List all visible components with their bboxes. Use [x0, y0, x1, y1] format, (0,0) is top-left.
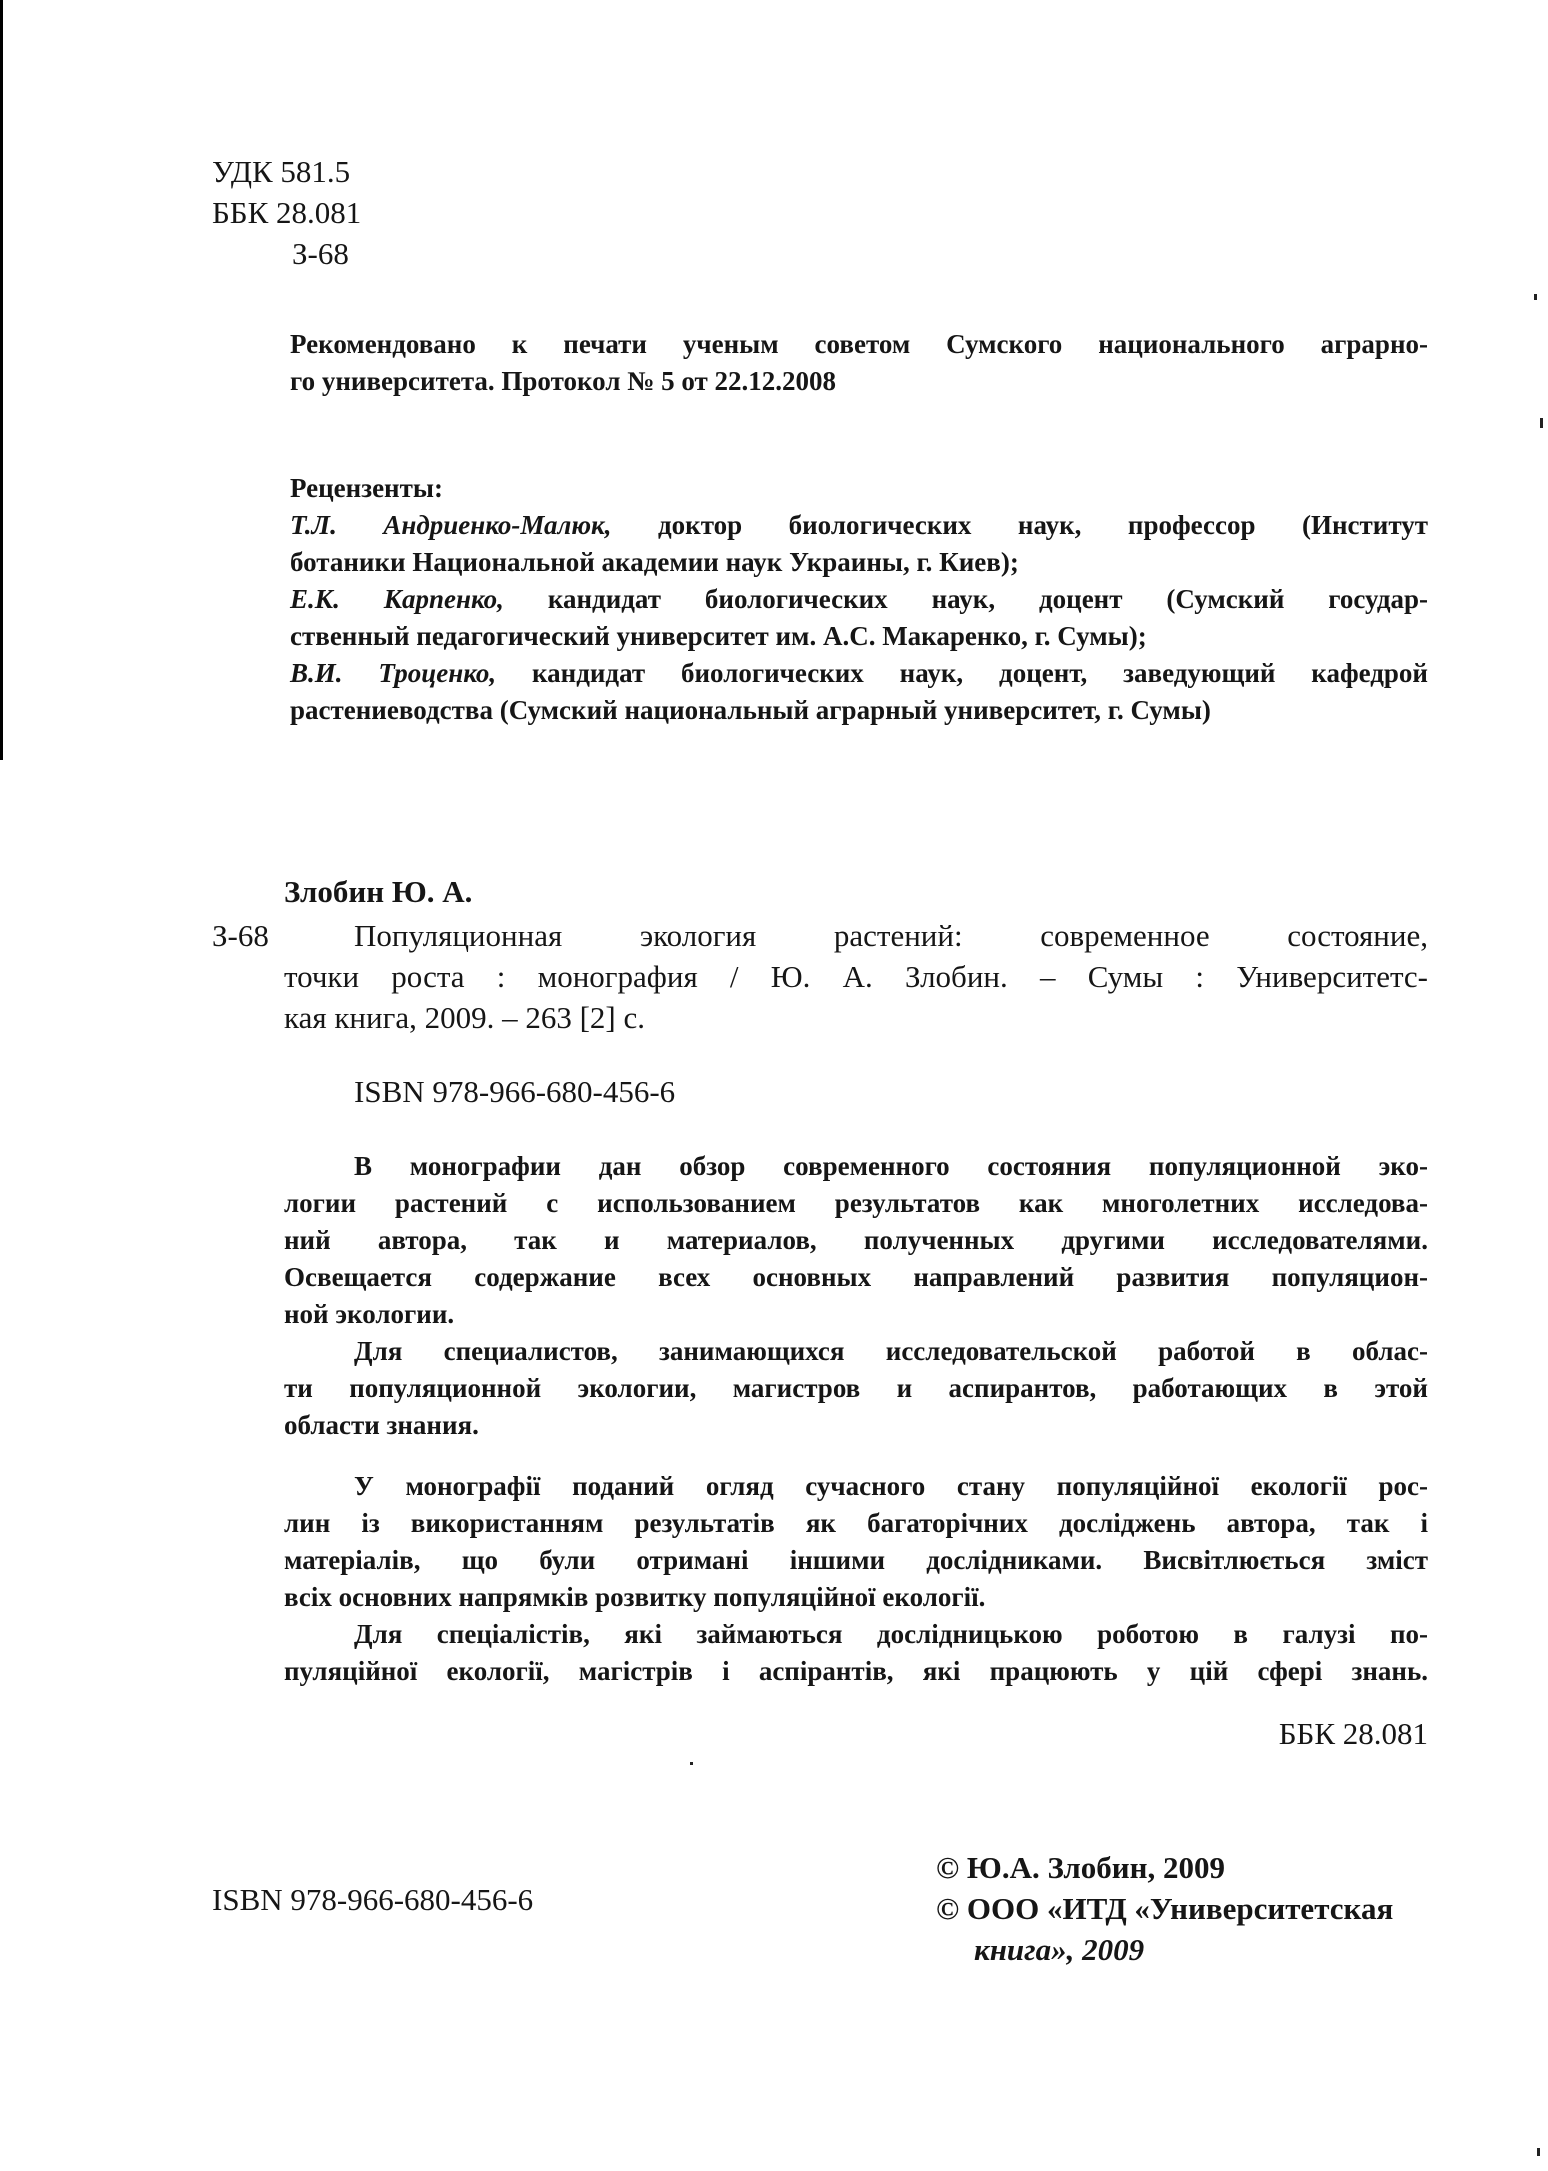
- scan-speck: [1540, 418, 1543, 428]
- scan-speck: [1537, 2148, 1540, 2156]
- catalog-line: точки роста : монография / Ю. А. Злобин. – Сумы : Университетс-: [284, 959, 1428, 994]
- catalog-line: Популяционная экология растений: современное состояние,: [354, 918, 1428, 953]
- reviewers-block: [290, 470, 1428, 729]
- recommendation-line: Рекомендовано к печати ученым советом Сумского национального аграрно-: [290, 329, 1428, 359]
- copyright-line: © ООО «ИТД «Университетская: [936, 1891, 1394, 1926]
- catalog-line: кая книга, 2009. – 263 [2] с.: [284, 1000, 645, 1035]
- copyright-block: [936, 1847, 1393, 1970]
- reviewer-entry: Е.К. Карпенко, кандидат биологических наук, доцент (Сумский государ-: [290, 584, 1428, 614]
- abstract-line: ний автора, так и материалов, полученных другими исследователями.: [284, 1225, 1428, 1255]
- abstract-line: ной экологии.: [284, 1299, 455, 1329]
- abstract-line: пуляційної екології, магістрів і аспірантів, які працюють у цій сфері знань.: [284, 1656, 1428, 1686]
- catalog-author: Злобин Ю. А.: [284, 874, 473, 909]
- copyright-line: © Ю.А. Злобин, 2009: [936, 1850, 1226, 1885]
- reviewer-entry: Т.Л. Андриенко-Малюк, доктор биологических наук, профессор (Институт: [290, 510, 1428, 540]
- udk-code: УДК 581.5: [212, 154, 351, 189]
- bbk-footer: ББК 28.081: [1278, 1716, 1428, 1751]
- classification-block: [212, 151, 361, 274]
- abstract-line: области знания.: [284, 1410, 479, 1440]
- scan-speck: [1534, 294, 1537, 300]
- recommendation-block: [290, 326, 1428, 400]
- abstract-line: В монографии дан обзор современного состояния популяционной эко-: [354, 1151, 1428, 1181]
- reviewer-name: В.И. Троценко,: [290, 658, 497, 688]
- catalog-code: З-68: [212, 918, 269, 953]
- abstract-line: лин із використанням результатів як багаторічних досліджень автора, так і: [284, 1508, 1428, 1538]
- reviewer-entry-cont: растениеводства (Сумский национальный аграрный университет, г. Сумы): [290, 695, 1211, 725]
- abstract-ru: [284, 1148, 1428, 1444]
- abstract-line: Для специалистов, занимающихся исследовательской работой в облас-: [354, 1336, 1428, 1366]
- reviewer-name: Т.Л. Андриенко-Малюк,: [290, 510, 612, 540]
- abstract-line: всіх основних напрямків розвитку популяційної екології.: [284, 1582, 986, 1612]
- catalog-description: [354, 915, 1428, 956]
- reviewer-entry-cont: ботаники Национальной академии наук Украины, г. Киев);: [290, 547, 1019, 577]
- recommendation-line: го университета. Протокол № 5 от 22.12.2008: [290, 366, 837, 396]
- author-sign-code: З-68: [292, 236, 349, 271]
- catalog-description-cont: [284, 956, 1428, 1038]
- isbn-bottom: ISBN 978-966-680-456-6: [212, 1882, 534, 1917]
- copyright-line: книга», 2009: [974, 1932, 1145, 1967]
- scan-edge-line: [0, 0, 3, 760]
- reviewer-name: Е.К. Карпенко,: [290, 584, 504, 614]
- reviewer-entry: В.И. Троценко, кандидат биологических наук, доцент, заведующий кафедрой: [290, 658, 1428, 688]
- abstract-line: матеріалів, що були отримані іншими дослідниками. Висвітлюється зміст: [284, 1545, 1428, 1575]
- bbk-code: ББК 28.081: [212, 195, 362, 230]
- abstract-line: Освещается содержание всех основных направлений развития популяцион-: [284, 1262, 1428, 1292]
- catalog-isbn: ISBN 978-966-680-456-6: [354, 1074, 676, 1109]
- scan-speck: [690, 1762, 693, 1765]
- reviewers-heading: Рецензенты:: [290, 473, 443, 503]
- abstract-uk: [284, 1468, 1428, 1690]
- reviewer-entry-cont: ственный педагогический университет им. А.С. Макаренко, г. Сумы);: [290, 621, 1147, 651]
- abstract-line: У монографії поданий огляд сучасного стану популяційної екології рос-: [354, 1471, 1428, 1501]
- abstract-line: Для спеціалістів, які займаються дослідницькою роботою в галузі по-: [354, 1619, 1428, 1649]
- abstract-line: логии растений с использованием результатов как многолетних исследова-: [284, 1188, 1428, 1218]
- abstract-line: ти популяционной экологии, магистров и аспирантов, работающих в этой: [284, 1373, 1428, 1403]
